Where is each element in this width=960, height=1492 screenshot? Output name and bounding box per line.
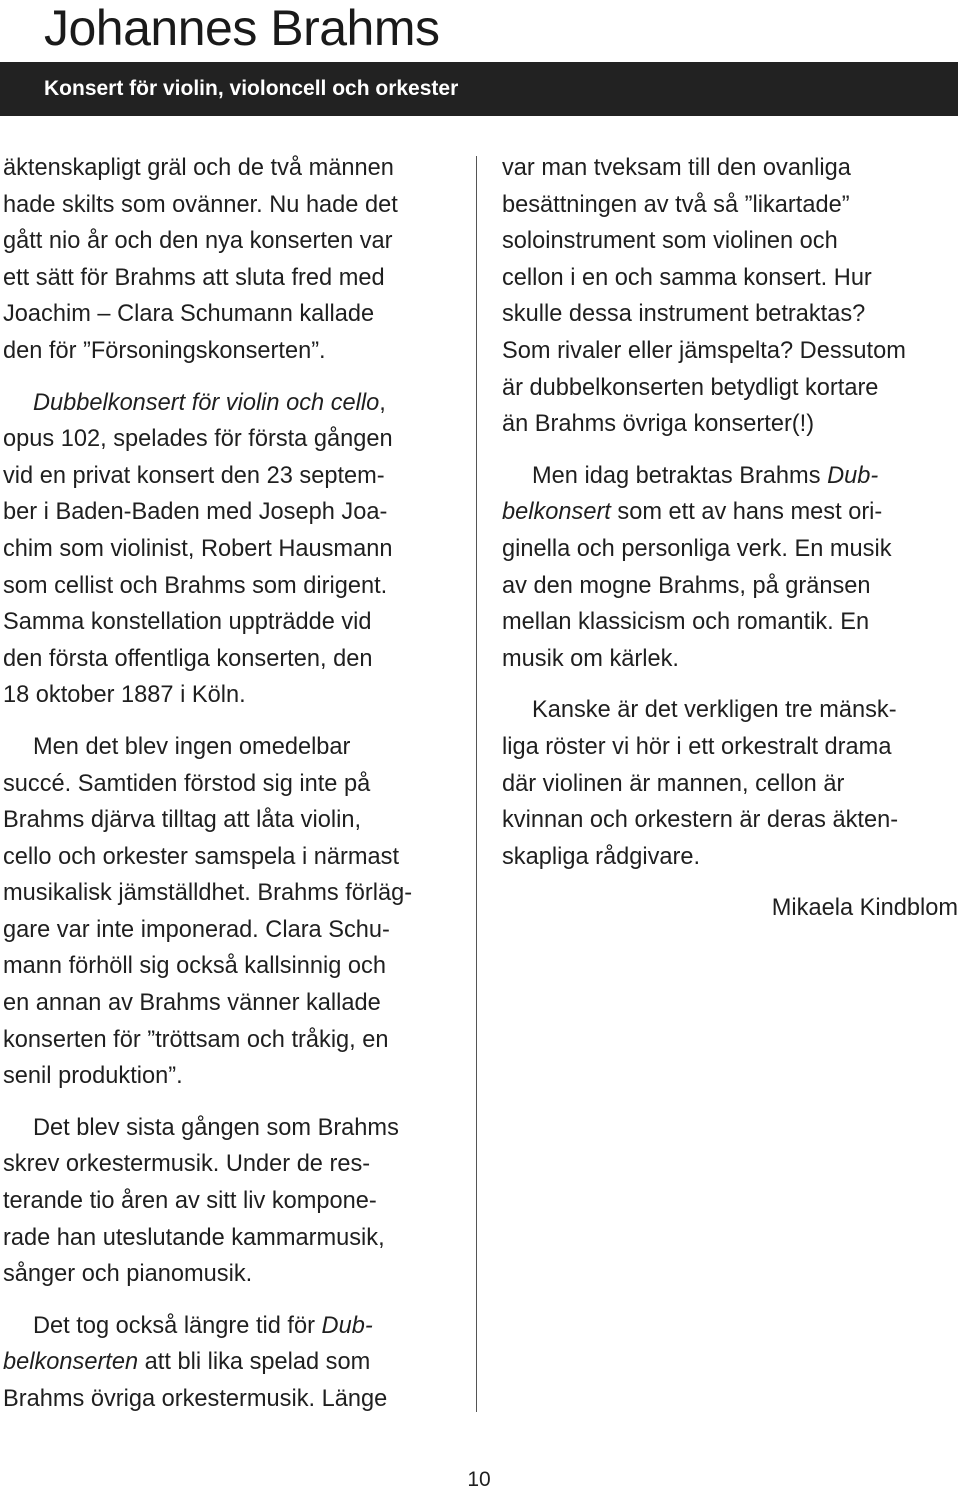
- text-line: cellon i en och samma konsert. Hur: [502, 264, 872, 291]
- text-line: en annan av Brahms vänner kallade: [3, 990, 381, 1017]
- text-line: liga röster vi hör i ett orkestralt drama: [502, 733, 892, 760]
- right-column: [502, 150, 958, 927]
- work-title-italic: belkonserten: [3, 1349, 139, 1376]
- text-line: vid en privat konsert den 23 septem-: [3, 462, 385, 489]
- text-line: terande tio åren av sitt liv kompone-: [3, 1188, 377, 1215]
- right-paragraph-1: [502, 150, 958, 443]
- left-paragraph-4: [3, 1110, 451, 1293]
- text-line: Brahms övriga orkestermusik. Länge: [3, 1386, 388, 1412]
- text-line: chim som violinist, Robert Hausmann: [3, 535, 393, 562]
- text-line: Det blev sista gången som Brahms: [33, 1114, 399, 1141]
- text-fragment: att bli lika spelad som: [138, 1349, 371, 1376]
- text-line: än Brahms övriga konserter(!): [502, 411, 815, 438]
- left-paragraph-1: [3, 150, 451, 370]
- text-line: Samma konstellation uppträdde vid: [3, 609, 372, 636]
- text-fragment: Men idag betraktas Brahms: [532, 462, 828, 489]
- text-line: besättningen av två så ”likartade”: [502, 191, 850, 218]
- subtitle-bar: [0, 62, 958, 116]
- text-line: konserten för ”tröttsam och tråkig, en: [3, 1026, 389, 1053]
- text-line: sånger och pianomusik.: [3, 1261, 253, 1288]
- left-paragraph-5: [3, 1308, 451, 1418]
- text-line: skapliga rådgivare.: [502, 843, 701, 870]
- right-paragraph-3: [502, 692, 958, 875]
- text-line: [3, 1308, 451, 1345]
- text-line: opus 102, spelades för första gången: [3, 426, 393, 453]
- text-line: musikalisk jämställdhet. Brahms förläg-: [3, 880, 413, 907]
- text-line: ett sätt för Brahms att sluta fred med: [3, 264, 385, 291]
- subtitle: Konsert för violin, violoncell och orkester: [44, 77, 459, 100]
- text-line: [3, 385, 451, 422]
- text-line: Joachim – Clara Schumann kallade: [3, 301, 375, 328]
- text-line: gått nio år och den nya konserten var: [3, 228, 393, 255]
- work-title-italic: Dub-: [827, 462, 879, 489]
- right-paragraph-2: [502, 458, 958, 678]
- text-line: skrev orkestermusik. Under de res-: [3, 1151, 371, 1178]
- text-line: äktenskapligt gräl och de två männen: [3, 155, 394, 181]
- text-line: mellan klassicism och romantik. En: [502, 609, 870, 636]
- text-line: cello och orkester samspela i närmast: [3, 843, 400, 870]
- text-line: av den mogne Brahms, på gränsen: [502, 572, 871, 599]
- text-line: mann förhöll sig också kallsinnig och: [3, 953, 386, 980]
- text-line: succé. Samtiden förstod sig inte på: [3, 770, 371, 797]
- text-line: ginella och personliga verk. En musik: [502, 535, 892, 562]
- text-line: den för ”Försoningskonserten”.: [3, 337, 326, 364]
- text-line: 18 oktober 1887 i Köln.: [3, 682, 246, 709]
- text-line: som cellist och Brahms som dirigent.: [3, 572, 388, 599]
- text-line: var man tveksam till den ovanliga: [502, 155, 851, 181]
- text-line: [502, 494, 958, 531]
- text-line: kvinnan och orkestern är deras äkten-: [502, 807, 899, 834]
- text-line: Kanske är det verkligen tre mänsk-: [532, 697, 897, 724]
- text-fragment: Det tog också längre tid för: [33, 1312, 322, 1339]
- column-divider: [476, 156, 477, 1412]
- text-line: gare var inte imponerad. Clara Schu-: [3, 916, 390, 943]
- text-fragment: ,: [379, 389, 386, 416]
- left-paragraph-2: [3, 385, 451, 714]
- work-title-italic: belkonsert: [502, 499, 611, 526]
- text-line: där violinen är mannen, cellon är: [502, 770, 845, 797]
- text-line: rade han uteslutande kammarmusik,: [3, 1224, 385, 1251]
- page-title: Johannes Brahms: [44, 0, 440, 56]
- text-line: [502, 458, 958, 495]
- text-line: senil produktion”.: [3, 1063, 183, 1090]
- author-signature: Mikaela Kindblom: [771, 895, 958, 922]
- text-line: soloinstrument som violinen och: [502, 228, 838, 255]
- text-fragment: som ett av hans mest ori-: [610, 499, 883, 526]
- text-line: musik om kärlek.: [502, 645, 679, 672]
- text-line: ber i Baden-Baden med Joseph Joa-: [3, 499, 388, 526]
- work-title-italic: Dub-: [321, 1312, 373, 1339]
- page-number: 10: [467, 1468, 491, 1491]
- text-line: den första offentliga konserten, den: [3, 645, 373, 672]
- text-line: hade skilts som ovänner. Nu hade det: [3, 191, 398, 218]
- left-column: [3, 150, 451, 1418]
- work-title-italic: Dubbelkonsert för violin och cello: [33, 389, 380, 416]
- text-line: [3, 1344, 451, 1381]
- text-line: Som rivaler eller jämspelta? Dessutom: [502, 337, 906, 364]
- text-line: Brahms djärva tilltag att låta violin,: [3, 807, 361, 834]
- text-line: skulle dessa instrument betraktas?: [502, 301, 866, 328]
- text-line: Men det blev ingen omedelbar: [33, 733, 351, 760]
- left-paragraph-3: [3, 729, 451, 1095]
- text-line: är dubbelkonserten betydligt kortare: [502, 374, 879, 401]
